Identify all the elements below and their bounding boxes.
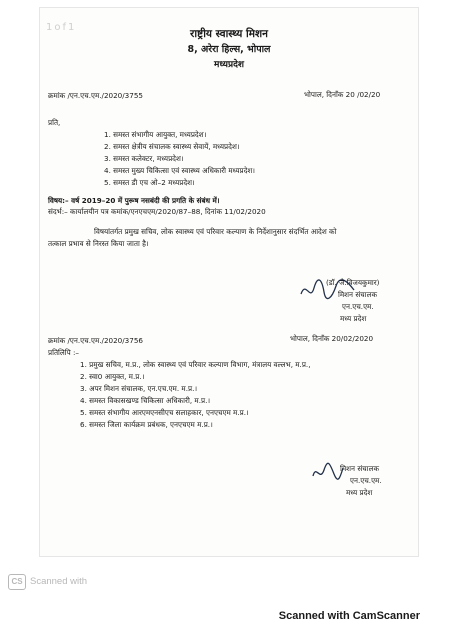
letter1-to-label: प्रति,	[48, 118, 61, 127]
letter1-signatory-title: मिशन संचालक	[338, 290, 377, 299]
corner-mark: 1of1	[46, 22, 77, 33]
letter1-body-line1: विषयांतर्गत प्रमुख सचिव, लोक स्वास्थ्य एवं परिवार कल्याण के निर्देशानुसार संदर्भित आदेश को	[94, 227, 337, 236]
letter1-body-line2: तत्काल प्रभाव से निरस्त किया जाता है।	[48, 239, 149, 248]
letter1-recipient: 1. समस्त संभागीय आयुक्त, मध्यप्रदेश।	[104, 130, 207, 139]
letter1-date: भोपाल, दिनाँक 20 /02/20	[304, 90, 381, 99]
org-title: राष्ट्रीय स्वास्थ्य मिशन	[190, 28, 268, 40]
letter2-recipient: 6. समस्त जिला कार्यक्रम प्रबंधक, एनएचएम म.प्र.।	[80, 420, 213, 429]
letter1-signatory-state: मध्य प्रदेश	[340, 314, 367, 323]
letter1-signatory-name: (डॉ. जे.विजयकुमार)	[326, 278, 380, 287]
document-page	[40, 8, 418, 556]
letter1-recipient: 5. समस्त डी एच ओ–2 मध्यप्रदेश।	[104, 178, 195, 187]
letter2-recipient: 4. समस्त विकासखण्ड चिकित्सा अधिकारी, म.प्र.।	[80, 396, 211, 405]
letter1-signatory-org: एन.एच.एम.	[342, 302, 374, 311]
letter1-reference: संदर्भ:– कार्यालयीन पत्र कमांक/एनएचएम/2020/87–88, दिनांक 11/02/2020	[48, 207, 266, 216]
org-state: मध्यप्रदेश	[213, 60, 244, 70]
letter2-ref: क्रमांक /एन.एच.एम./2020/3756	[48, 336, 143, 345]
letter2-signatory-org: एन.एच.एम.	[350, 476, 382, 485]
letter2-recipient: 1. प्रमुख सचिव, म.प्र., लोक स्वास्थ्य एवं परिवार कल्याण विभाग, मंत्रालय वल्लभ, म.प्र.,	[80, 360, 311, 369]
letter1-ref: क्रमांक /एन.एच.एम./2020/3755	[48, 91, 143, 100]
letter1-recipient: 2. समस्त क्षेत्रीय संचालक स्वास्थ्य सेवायें, मध्यप्रदेश।	[104, 142, 240, 151]
letter2-copy-label: प्रतिलिपि :–	[48, 348, 80, 357]
letter1-recipient: 4. समस्त मुख्य चिकित्सा एवं स्वास्थ्य अधिकारी मध्यप्रदेश।	[104, 166, 256, 175]
letter1-recipient: 3. समस्त कलेक्टर, मध्यप्रदेश।	[104, 154, 184, 163]
scanned-with-watermark: Scanned with	[30, 576, 88, 587]
letter2-recipient: 2. स्वा0 आयुक्त, म.प्र.।	[80, 372, 145, 381]
camscanner-logo-icon: CS	[8, 574, 26, 590]
scanned-with-camscanner-footer: Scanned with CamScanner	[278, 610, 420, 622]
letter2-signatory-state: मध्य प्रदेश	[346, 488, 373, 497]
letter1-subject: विषय:– वर्ष 2019–20 में पुरूष नसबंदी की प्रगति के संबंध में।	[48, 196, 220, 205]
letter2-date: भोपाल, दिनाँक 20/02/2020	[290, 334, 374, 343]
org-address: 8, अरेरा हिल्स, भोपाल	[187, 44, 271, 55]
letter2-signatory-title: मिशन संचालक	[340, 464, 379, 473]
letter2-recipient: 3. अपर मिशन संचालक, एन.एच.एम. म.प्र.।	[80, 384, 198, 393]
letter2-recipient: 5. समस्त संभागीय आरएमएनसीएच सलाहकार, एनएचएम म.प्र.।	[80, 408, 249, 417]
